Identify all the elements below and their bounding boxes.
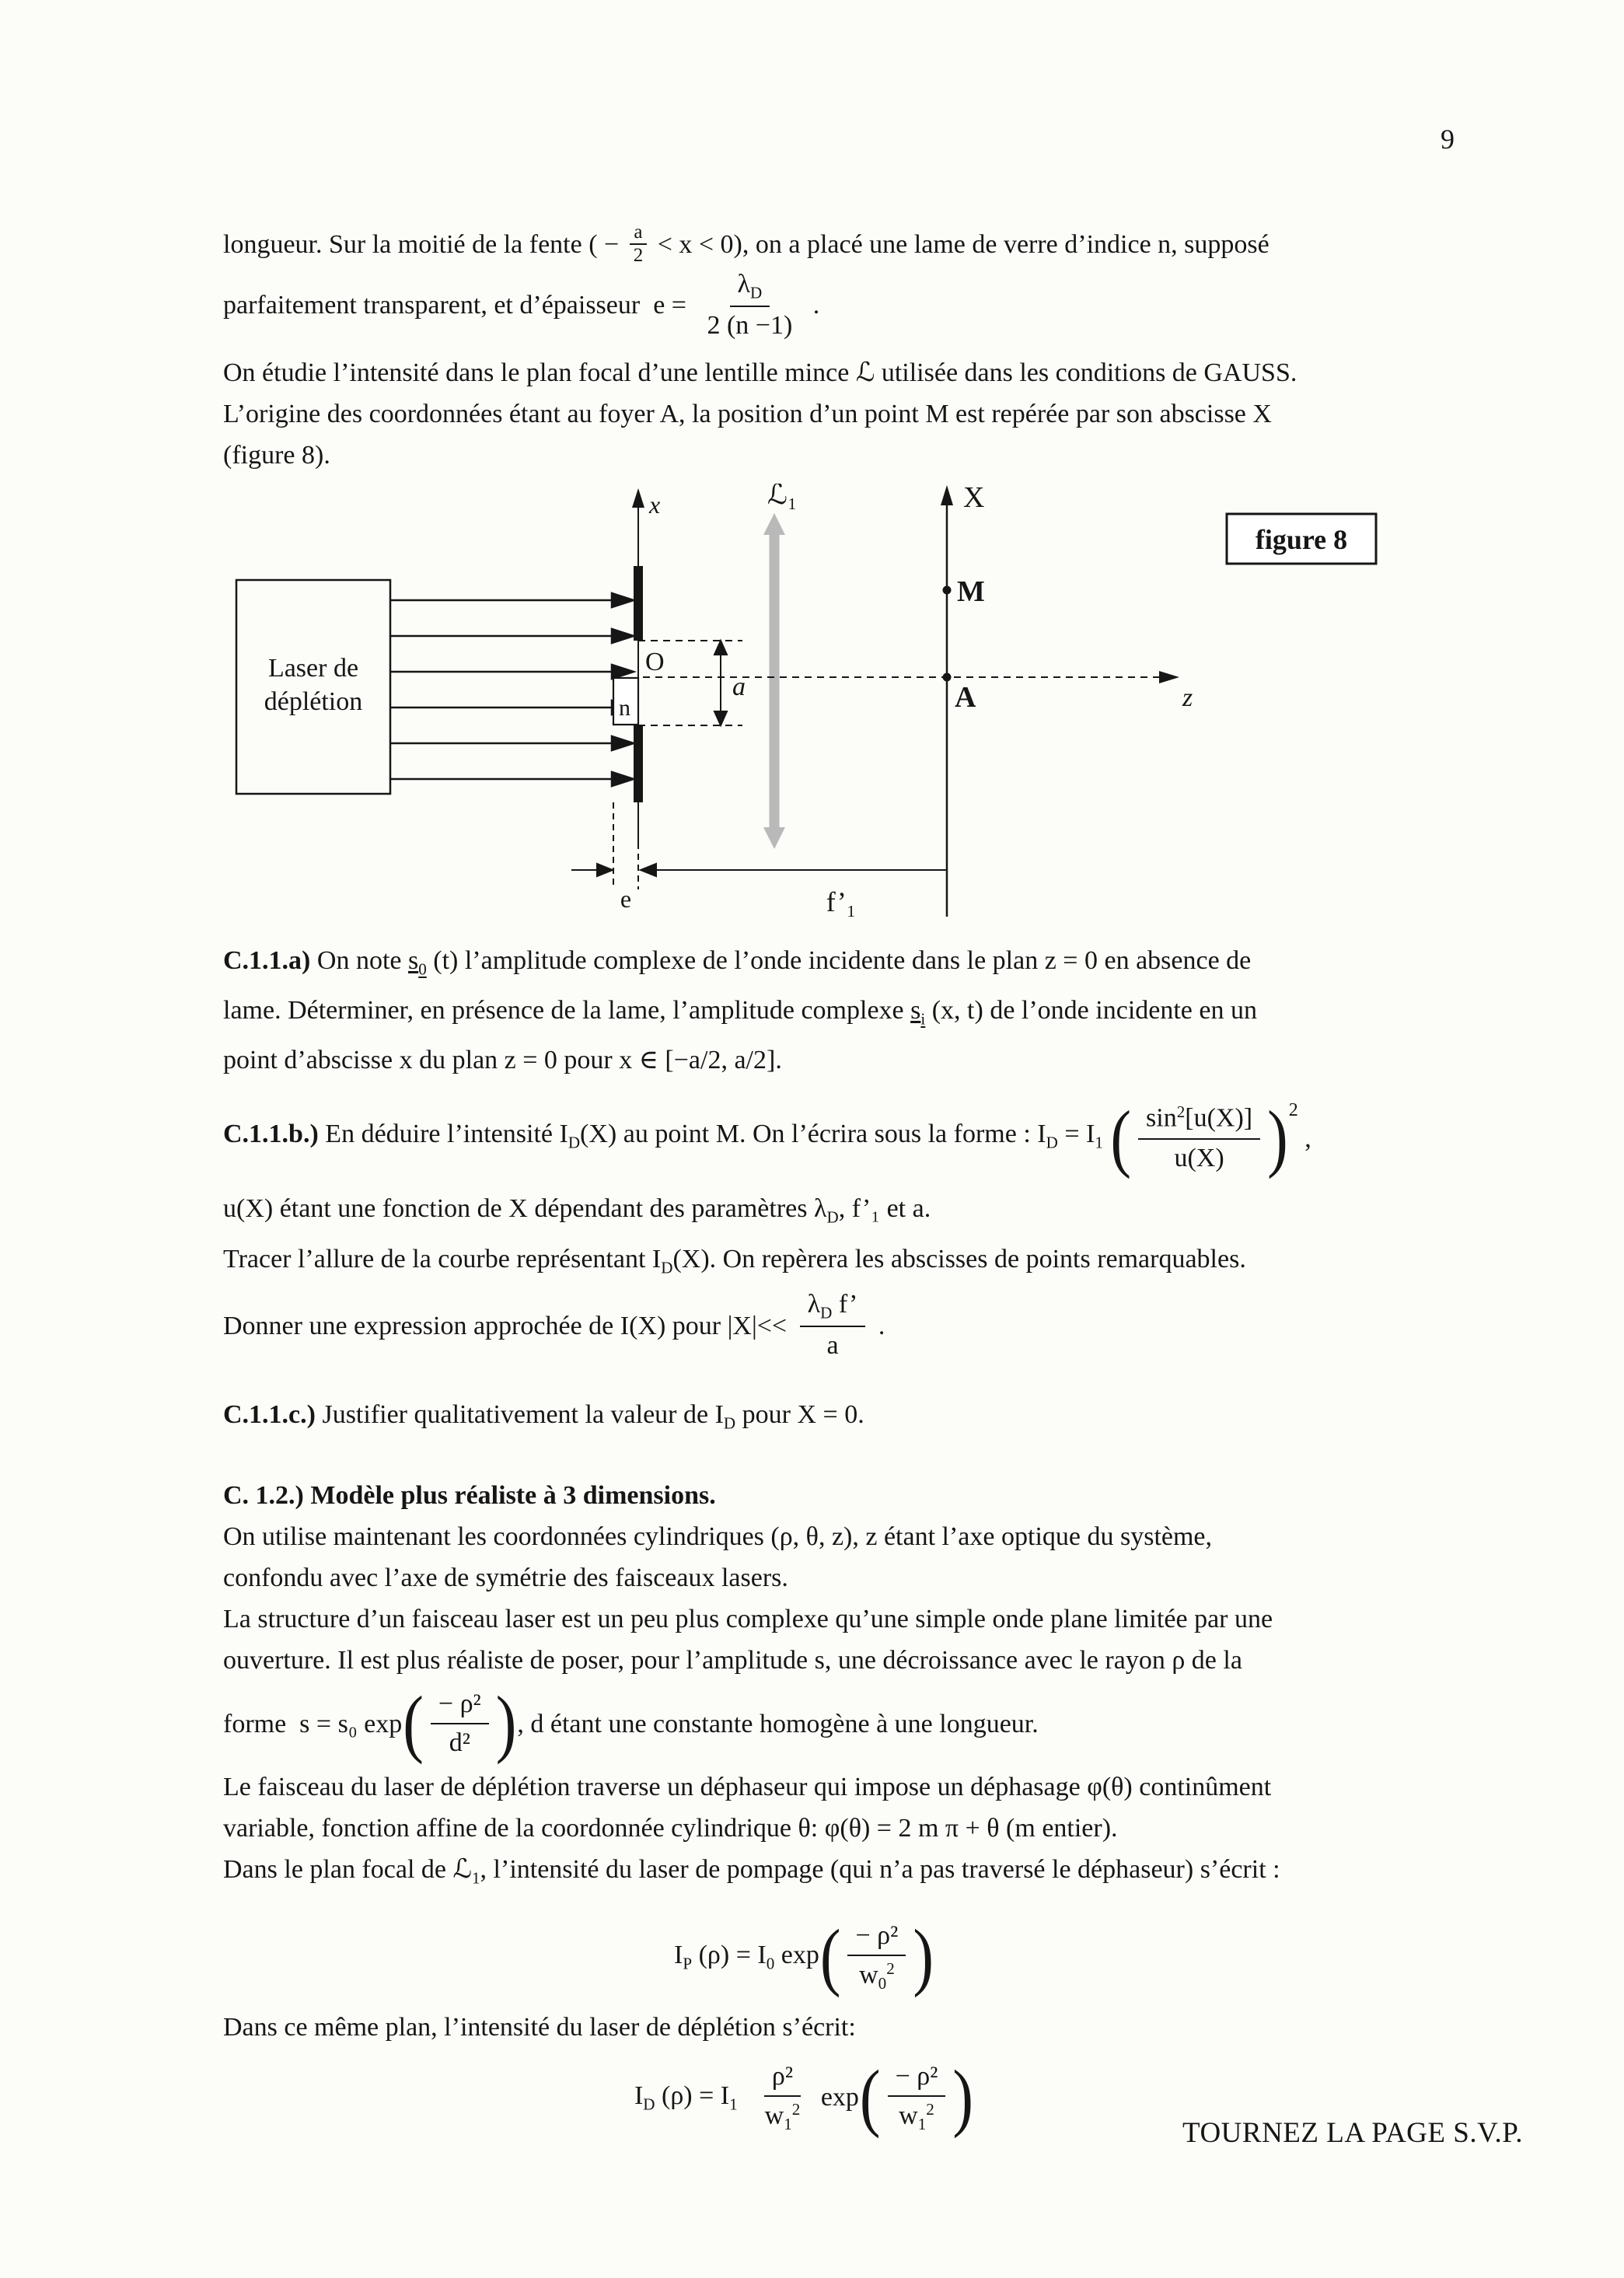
- thickness-label: e: [620, 884, 632, 913]
- turn-page-footer: TOURNEZ LA PAGE S.V.P.: [1182, 2117, 1523, 2149]
- fraction-numerator: − ρ²: [847, 1920, 906, 1957]
- text-run: .: [871, 1311, 885, 1340]
- equation-lhs: $I_D$ $(\rho) = I_1$: [634, 2081, 738, 2113]
- text-run: .: [806, 291, 820, 320]
- text-line: lame. Déterminer, en présence de la lame, l’amplitude complexe $s_i$ (x, t) de l’onde incidente en un: [223, 995, 1257, 1029]
- right-paren: ): [495, 1682, 517, 1766]
- X-axis-label: X: [963, 483, 985, 514]
- text-line: Tracer l’allure de la courbe représentant $I_D(X)$. On repèrera les abscisses de points remarquables.: [223, 1244, 1246, 1277]
- section-heading: C. 1.2.) Modèle plus réaliste à 3 dimensions.: [223, 1481, 716, 1511]
- fraction-id-exponential: [888, 2060, 946, 2135]
- text-run: parfaitement transparent, et d’épaisseur e =: [223, 291, 693, 320]
- point-M-label: M: [957, 575, 985, 608]
- fraction-numerator: a: [630, 222, 646, 245]
- slit-width-label: a: [732, 672, 746, 701]
- left-paren: (: [1110, 1096, 1132, 1180]
- figure-8-diagram: [223, 484, 1525, 925]
- text-line: C.1.1.c.) Justifier qualitativement la valeur de $I_D$ pour X = 0.: [223, 1400, 864, 1433]
- fraction-denominator: a: [826, 1331, 839, 1361]
- lame-label: n: [619, 694, 630, 721]
- text-line: (figure 8).: [223, 440, 330, 470]
- fraction-denominator: 2 (n −1): [707, 310, 793, 340]
- text-run: ,: [1297, 1123, 1311, 1153]
- point-A-dot: [943, 673, 952, 681]
- paragraph-lens: [223, 352, 1525, 476]
- a-arrowhead-up: [714, 641, 727, 655]
- figure-8: [223, 484, 1525, 929]
- fraction-denominator: $w_1^2$: [764, 2100, 801, 2134]
- beam-arrowhead: [612, 593, 634, 607]
- text-line: On utilise maintenant les coordonnées cylindriques (ρ, θ, z), z étant l’axe optique du système,: [223, 1522, 1213, 1552]
- text-line: confondu avec l’axe de symétrie des faisceaux lasers.: [223, 1564, 788, 1593]
- fraction-sinc: [1138, 1102, 1260, 1175]
- focal-length-label: f’₁: [826, 886, 857, 917]
- fraction-approx: [800, 1288, 866, 1362]
- e-arrowhead-right: [641, 864, 656, 876]
- fraction-numerator: ρ²: [764, 2060, 801, 2098]
- fraction-denominator: 2: [633, 245, 644, 267]
- section-c12: [223, 1475, 1525, 1899]
- text-line-with-equation: [223, 1681, 1525, 1766]
- text-line: Dans le plan focal de ℒ$_1$, l’intensité du laser de pompage (qui n’a pas traversé le déphaseur) s’écrit :: [223, 1853, 1280, 1888]
- a-arrowhead-down: [714, 711, 727, 725]
- question-c111c: [223, 1394, 1525, 1444]
- equation-exponent: 2: [1288, 1100, 1298, 1121]
- fraction-numerator: $\lambda_D$: [730, 268, 770, 307]
- text-line: ouverture. Il est plus réaliste de poser, pour l’amplitude s, une décroissance avec le rayon ρ de la: [223, 1646, 1242, 1675]
- text-run: < x < 0), on a placé une lame de verre d’indice n, supposé: [651, 229, 1270, 259]
- text-line: C.1.1.a) On note $s_0$ (t) l’amplitude complexe de l’onde incidente dans le plan z = 0 en absence de: [223, 945, 1252, 978]
- origin-label: O: [645, 647, 665, 676]
- lens-arrowhead-bottom: [763, 827, 785, 849]
- text-line: [223, 267, 1525, 344]
- text-run: Donner une expression approchée de I(X) pour |X|<<: [223, 1311, 794, 1340]
- beam-arrowhead: [612, 772, 634, 786]
- laser-label-line1: Laser de: [267, 653, 359, 683]
- beam-arrows: [390, 593, 634, 786]
- fraction-numerator: $\sin^2[u(X)]$: [1138, 1102, 1260, 1139]
- text-run: forme s = s₀ exp: [223, 1709, 403, 1738]
- fraction-gaussian: [431, 1688, 489, 1760]
- fraction-denominator: d²: [449, 1728, 470, 1758]
- text-line: L’origine des coordonnées étant au foyer A, la position d’un point M est repérée par son abscisse X: [223, 399, 1272, 428]
- z-axis-arrowhead: [1159, 671, 1179, 683]
- X-axis-arrowhead: [941, 485, 953, 505]
- question-c111a: [223, 940, 1525, 1081]
- left-paren: (: [819, 1915, 841, 1999]
- text-line: La structure d’un faisceau laser est un peu plus complexe qu’une simple onde plane limitée par une: [223, 1605, 1273, 1634]
- page-content: [223, 222, 1525, 2147]
- text-run: longueur. Sur la moitié de la fente ( −: [223, 229, 626, 259]
- figure-caption: figure 8: [1255, 523, 1348, 555]
- fraction-ip: [847, 1920, 906, 1994]
- right-paren: ): [913, 1915, 934, 1999]
- fraction-numerator: − ρ²: [431, 1688, 489, 1725]
- text-line: variable, fonction affine de la coordonnée cylindrique θ: φ(θ) = 2 m π + θ (m entier).: [223, 1814, 1118, 1843]
- thickness-callout: [571, 802, 947, 889]
- text-line-with-fraction: [223, 1288, 1525, 1363]
- z-axis-label: z: [1182, 683, 1193, 712]
- point-A-label: A: [955, 680, 976, 714]
- left-paren: (: [859, 2056, 881, 2140]
- equation-ip: [153, 1907, 1455, 2007]
- page-number: 9: [1441, 124, 1455, 155]
- text-run: exp: [814, 2082, 859, 2112]
- text-line: Le faisceau du laser de déplétion traverse un déphaseur qui impose un déphasage φ(θ) continûment: [223, 1773, 1272, 1802]
- text-line: [223, 222, 1525, 267]
- question-c111b: [223, 1088, 1525, 1363]
- fraction-denominator: $w_0^2$: [859, 1959, 895, 1993]
- paragraph-intro: [223, 222, 1525, 344]
- x-axis-label: x: [649, 490, 661, 519]
- fraction-numerator: − ρ²: [888, 2060, 946, 2098]
- fraction-epaisseur: [699, 268, 800, 342]
- e-arrowhead-left: [597, 864, 613, 876]
- fraction-denominator: u(X): [1174, 1143, 1224, 1172]
- text-line: point d’abscisse x du plan z = 0 pour x ∈ [−a/2, a/2].: [223, 1046, 782, 1075]
- text-run: C.1.1.b.) En déduire l’intensité $I_D(X)$ au point M. On l’écrira sous la forme : $I_D = I_1$: [223, 1120, 1103, 1152]
- text-line: On étudie l’intensité dans le plan focal d’une lentille mince ℒ utilisée dans les conditions de GAUSS.: [223, 356, 1297, 388]
- beam-arrowhead: [612, 629, 634, 643]
- text-line: Dans ce même plan, l’intensité du laser de déplétion s’écrit:: [223, 2012, 856, 2042]
- lens-arrowhead-top: [763, 513, 785, 535]
- right-paren: ): [1267, 1096, 1288, 1180]
- fraction-a-over-2: [630, 222, 648, 267]
- text-line: u(X) étant une fonction de X dépendant des paramètres $\lambda_D$, f’₁ et a.: [223, 1194, 931, 1227]
- equation-lhs: $I_P$ $(\rho) = I_0$ exp: [674, 1940, 819, 1972]
- lens-icon: [763, 513, 785, 849]
- lens-label: ℒ₁: [767, 483, 798, 510]
- fraction-denominator: $w_1^2$: [899, 2100, 934, 2134]
- fraction-id-prefactor: [757, 2060, 809, 2135]
- point-M-dot: [943, 585, 952, 594]
- beam-arrowhead: [612, 665, 634, 679]
- left-paren: (: [403, 1682, 424, 1766]
- beam-arrowhead: [612, 736, 634, 750]
- text-run: , d étant une constante homogène à une longueur.: [517, 1709, 1039, 1738]
- fraction-numerator: $\lambda_D$ f’: [800, 1288, 866, 1327]
- text-line-with-equation: [223, 1088, 1525, 1188]
- right-paren: ): [952, 2056, 974, 2140]
- x-axis-arrowhead: [632, 488, 644, 508]
- laser-label-line2: déplétion: [264, 687, 363, 716]
